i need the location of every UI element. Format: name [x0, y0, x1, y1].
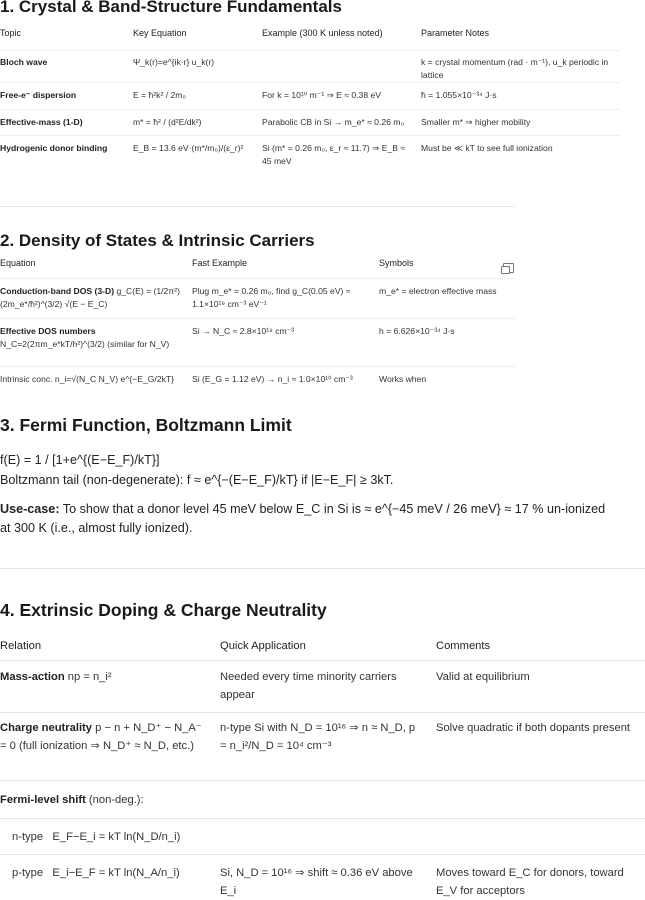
cell-example: Parabolic CB in Si → m_e* ≈ 0.26 m₀ — [262, 116, 405, 127]
table-row — [0, 50, 620, 82]
use-case-text-continued: at 300 K (i.e., almost fully ionized). — [0, 521, 193, 535]
cell-example: For k = 10¹⁰ m⁻¹ ⇒ E ≈ 0.38 eV — [262, 89, 382, 100]
column-header: Quick Application — [220, 640, 306, 652]
section-2-title: 2. Density of States & Intrinsic Carriers — [0, 231, 315, 250]
column-header: Key Equation — [133, 28, 187, 38]
column-header: Symbols — [379, 258, 414, 268]
use-case-label: Use-case: — [0, 502, 60, 516]
cell-topic: Free-e⁻ dispersion — [0, 89, 77, 100]
column-header: Fast Example — [192, 258, 248, 268]
column-header: Parameter Notes — [421, 28, 490, 38]
copy-icon[interactable] — [503, 263, 514, 273]
table-row — [0, 135, 620, 168]
cell-application — [220, 818, 436, 854]
equation-name: Conduction-band DOS (3-D) — [0, 285, 115, 296]
cell-notes: ħ = 1.055×10⁻³⁴ J·s — [421, 89, 497, 100]
cell-notes: Must be ≪ kT to see full ionization — [421, 142, 553, 153]
table-crystal-fundamentals — [0, 28, 620, 168]
section-3-title: 3. Fermi Function, Boltzmann Limit — [0, 415, 292, 435]
table-row — [0, 854, 645, 900]
table-row — [0, 660, 645, 712]
section-divider — [0, 568, 645, 569]
cell-comments: Moves toward E_C for donors, toward E_V for acceptors — [436, 866, 624, 897]
cell-application: n-type Si with N_D = 10¹⁶ ⇒ n ≈ N_D, p = n_i²/N_D = 10⁴ cm⁻³ — [220, 721, 416, 752]
use-case-body: To show that a donor level 45 meV below E_C in Si is ≈ e^{−45 meV / 26 meV} ≈ 17 % un-ionized — [59, 502, 606, 516]
table-extrinsic-doping — [0, 640, 645, 900]
cell-relation — [0, 660, 220, 712]
cell-symbols: m_e* = electron effective mass — [379, 285, 497, 296]
section-4-title: 4. Extrinsic Doping & Charge Neutrality — [0, 600, 327, 620]
cell-equation: E_B = 13.6 eV·(m*/m₀)/(ε_r)² — [133, 142, 244, 153]
relation-name: Fermi-level shift — [0, 793, 86, 806]
cell-application: Si, N_D = 10¹⁶ ⇒ shift ≈ 0.36 eV above E_i — [220, 866, 413, 897]
section-1-title: 1. Crystal & Band-Structure Fundamentals — [0, 0, 342, 16]
use-case-text — [0, 502, 605, 516]
cell-relation — [0, 712, 220, 780]
boltzmann-tail-text: Boltzmann tail (non-degenerate): f ≈ e^{−(E−E_F)/kT} if |E−E_F| ≥ 3kT. — [0, 473, 394, 487]
column-header: Equation — [0, 258, 36, 268]
relation-name: Charge neutrality — [0, 721, 93, 734]
table-row — [0, 318, 515, 366]
relation-name: Mass-action — [0, 670, 65, 683]
table-row — [0, 109, 620, 135]
cell-comments: Valid at equilibrium — [436, 670, 530, 683]
column-header: Relation — [0, 640, 42, 652]
column-header: Example (300 K unless noted) — [262, 28, 383, 38]
cell-example: Si (E_G = 1.12 eV) → n_i ≈ 1.0×10¹⁰ cm⁻³ — [192, 373, 353, 384]
table-row — [0, 818, 645, 854]
cell-notes: k = crystal momentum (rad · m⁻¹), u_k periodic in lattice — [421, 56, 609, 80]
cell-example: Plug m_e* = 0.26 m₀, find g_C(0.05 eV) ≈ 1.1×10¹⁹ cm⁻³ eV⁻¹ — [192, 285, 351, 309]
relation-formula: (non-deg.): — [85, 793, 144, 806]
equation-name: Effective DOS numbers — [0, 325, 96, 336]
cell-example: Si → N_C ≈ 2.8×10¹⁹ cm⁻³ — [192, 325, 295, 336]
cell-relation: p-type E_i−E_F = kT ln(N_A/n_i) — [12, 866, 180, 879]
cell-example — [262, 50, 421, 82]
fermi-function-equation: f(E) = 1 / [1+e^{(E−E_F)/kT}] — [0, 453, 160, 467]
cell-topic: Effective-mass (1-D) — [0, 116, 83, 127]
cell-comments — [436, 818, 645, 854]
relation-formula: p − n + N_D⁺ − N_A⁻ = 0 (full ionization ⇒ N_D⁺ ≈ N_D, etc.) — [0, 721, 202, 752]
equation-formula: N_C=2(2πm_e*kT/h²)^(3/2) (similar for N_V) — [0, 338, 170, 349]
table-row — [0, 82, 620, 109]
table-row — [0, 278, 515, 318]
cell-topic: Bloch wave — [0, 56, 48, 67]
cell-equation: Intrinsic conc. n_i=√(N_C N_V) e^{−E_G/2kT} — [0, 373, 175, 384]
cell-comments: Solve quadratic if both dopants present — [436, 721, 631, 734]
cell-relation: n-type E_F−E_i = kT ln(N_D/n_i) — [12, 830, 181, 843]
column-header: Comments — [436, 640, 491, 652]
cell-symbols: Works when — [379, 373, 427, 384]
relation-formula: np = n_i² — [64, 670, 112, 683]
cell-equation: Ψ_k(r)=e^{ik·r} u_k(r) — [133, 56, 215, 67]
cell-equation: m* = ħ² / (d²E/dk²) — [133, 116, 202, 127]
table-row — [0, 712, 645, 780]
table-density-of-states — [0, 258, 515, 386]
cell-equation — [0, 318, 192, 366]
cell-example: Si (m* = 0.26 m₀, ε_r ≈ 11.7) ⇒ E_B ≈ 45 meV — [262, 142, 406, 166]
cell-notes: Smaller m* ⇒ higher mobility — [421, 116, 531, 127]
cell-equation: E = ħ²k² / 2m₀ — [133, 89, 186, 100]
table-row — [0, 780, 645, 818]
cell-application: Needed every time minority carriers appear — [220, 670, 397, 701]
equation-formula: g_C(E) = (1/2π²)(2m_e*/ħ²)^(3/2) √(E − E_C) — [0, 285, 180, 309]
cell-relation — [0, 780, 645, 818]
cell-equation — [0, 278, 192, 318]
cell-topic: Hydrogenic donor binding — [0, 142, 108, 153]
table-row — [0, 366, 515, 386]
column-header: Topic — [0, 28, 22, 38]
section-divider — [0, 206, 515, 207]
cell-symbols: h = 6.626×10⁻³⁴ J·s — [379, 325, 455, 336]
